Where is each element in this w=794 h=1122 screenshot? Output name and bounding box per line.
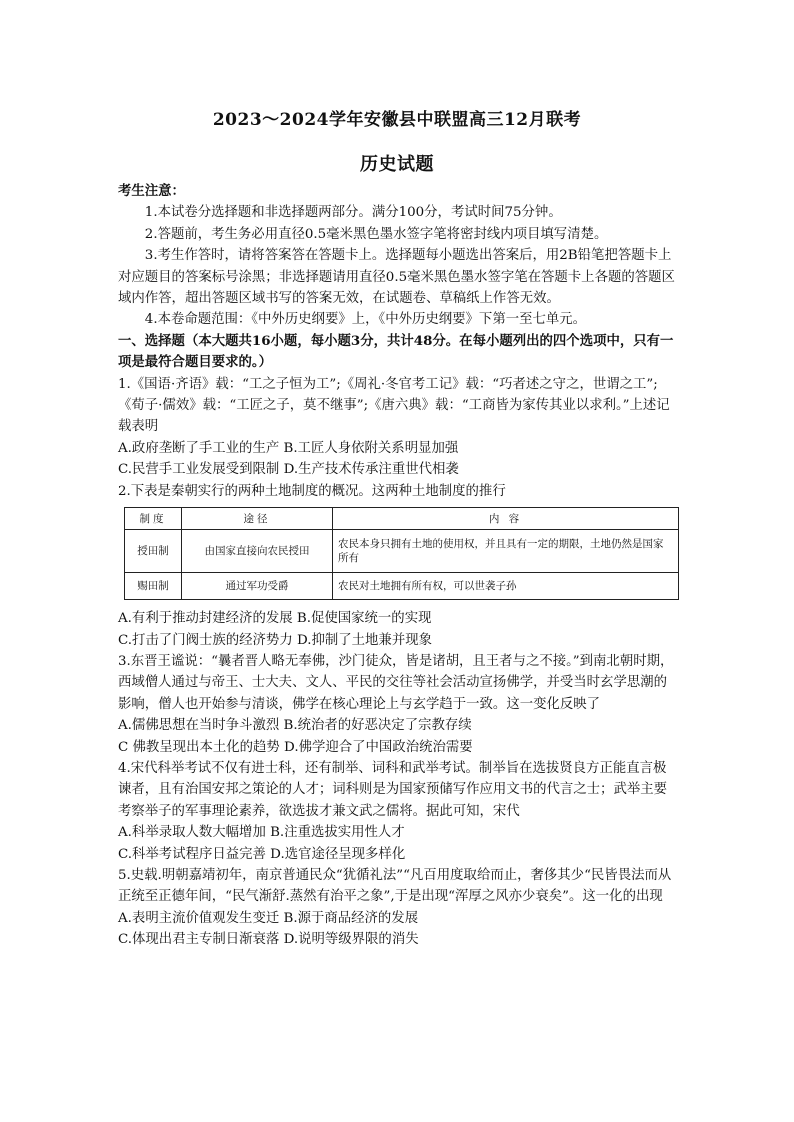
exam-subject: 历史试题 xyxy=(360,154,434,175)
question-option: C.打击了门阀士族的经济势力 D.抑制了土地兼并现象 xyxy=(118,632,432,648)
table-cell: 赐田制 xyxy=(125,573,182,600)
notice-item: 2.答题前，考生务必用直径0.5毫米黑色墨水签字笔将密封线内项目填写清楚。 xyxy=(144,226,608,242)
question-stem-5: 5.史载.明朝嘉靖初年，南京普通民众“犹循礼法”“凡百用度取给而止，奢侈其少“民皆畏法而从正统至正德年间，“民气渐舒.蒸然有治平之象”,于是出现“浑厚之风亦少衰矣”。这一化的出现 xyxy=(118,867,672,905)
question-stem-2: 2.下表是秦朝实行的两种土地制度的概况。这两种土地制度的推行 xyxy=(118,483,506,499)
land-system-table xyxy=(124,507,679,600)
question-option: A.科举录取人数大幅增加 B.注重选拔实用性人才 xyxy=(118,825,405,841)
question-option: C.科举考试程序日益完善 D.选官途径呈现多样化 xyxy=(118,846,406,862)
question-option: A.儒佛思想在当时争斗激烈 B.统治者的好恶决定了宗教存续 xyxy=(118,718,472,734)
question-stem-3: 3.东晋王谧说：“曩者晋人略无奉佛，沙门徒众，皆是诸胡，且王者与之不接。”到南北朝时期，西域僧人通过与帝王、士大夫、文人、平民的交往等社会活动宣扬佛学，并受当时玄学思潮的影响，僧人也开始参与清谈，佛学在核心理论上与玄学趋于一致。这一变化反映了 xyxy=(118,653,674,712)
table-header: 途径 xyxy=(182,508,333,530)
table-header: 内 容 xyxy=(333,508,679,530)
table-row xyxy=(125,573,679,600)
section-heading: 一、选择题（本大题共16小题，每小题3分，共计48分。在每小题列出的四个选项中，只有一项是最符合题目要求的。） xyxy=(118,332,674,371)
table-cell: 授田制 xyxy=(125,530,182,573)
question-option: A.政府垄断了手工业的生产 B.工匠人身依附关系明显加强 xyxy=(118,440,459,456)
notice-item: 4.本卷命题范围：《中外历史纲要》上，《中外历史纲要》下第一至七单元。 xyxy=(144,312,587,328)
exam-title: 2023～2024学年安徽县中联盟高三12月联考 xyxy=(212,110,582,130)
table-header-row xyxy=(125,508,679,530)
notice-item: 3.考生作答时，请将答案答在答题卡上。选择题每小题选出答案后，用2B铅笔把答题卡上对应题目的答案标号涂黑；非选择题请用直径0.5毫米黑色墨水签字笔在答题卡上各题的答题区域内作答，超出答题区域书写的答案无效，在试题卷、草稿纸上作答无效。 xyxy=(118,248,675,307)
question-option: C 佛教呈现出本土化的趋势 D.佛学迎合了中国政治统治需要 xyxy=(118,739,473,755)
question-option: C.民营手工业发展受到限制 D.生产技术传承注重世代相袭 xyxy=(118,462,459,478)
question-stem-4: 4.宋代科举考试不仅有进士科，还有制举、词科和武举考试。制举旨在选拔贤良方正能直言极谏者，且有治国安邦之策论的人才；词科则是为国家预储写作应用文书的代言之士；武举主要考察举子的军事理论素养，欲选拔才兼文武之儒将。据此可知，宋代 xyxy=(118,760,668,819)
table-cell: 农民对土地拥有所有权，可以世袭子孙 xyxy=(333,573,679,600)
table-row xyxy=(125,530,679,573)
question-stem-1: 1.《国语·齐语》载：“工之子恒为工”;《周礼·冬官考工记》载：“巧者述之守之，世谓之工”;《荀子·儒效》载：“工匠之子，莫不继事”;《唐六典》载：“工商皆为家传其业以求利。”上述记载表明 xyxy=(118,376,670,435)
table-cell: 通过军功受爵 xyxy=(182,573,333,600)
notice-heading: 考生注意： xyxy=(118,183,185,199)
table-header: 制度 xyxy=(125,508,182,530)
table-cell: 由国家直接向农民授田 xyxy=(182,530,333,573)
notice-item: 1.本试卷分选择题和非选择题两部分。满分100分，考试时间75分钟。 xyxy=(144,205,562,221)
question-option: A.有利于推动封建经济的发展 B.促使国家统一的实现 xyxy=(118,611,432,627)
exam-content xyxy=(118,181,678,951)
question-option: A.表明主流价值观发生变迁 B.源于商品经济的发展 xyxy=(118,910,419,926)
table-cell: 农民本身只拥有土地的使用权，并且具有一定的期限，土地仍然是国家所有 xyxy=(333,530,679,573)
question-option: C.体现出君主专制日渐衰落 D.说明等级界限的消失 xyxy=(118,932,419,948)
